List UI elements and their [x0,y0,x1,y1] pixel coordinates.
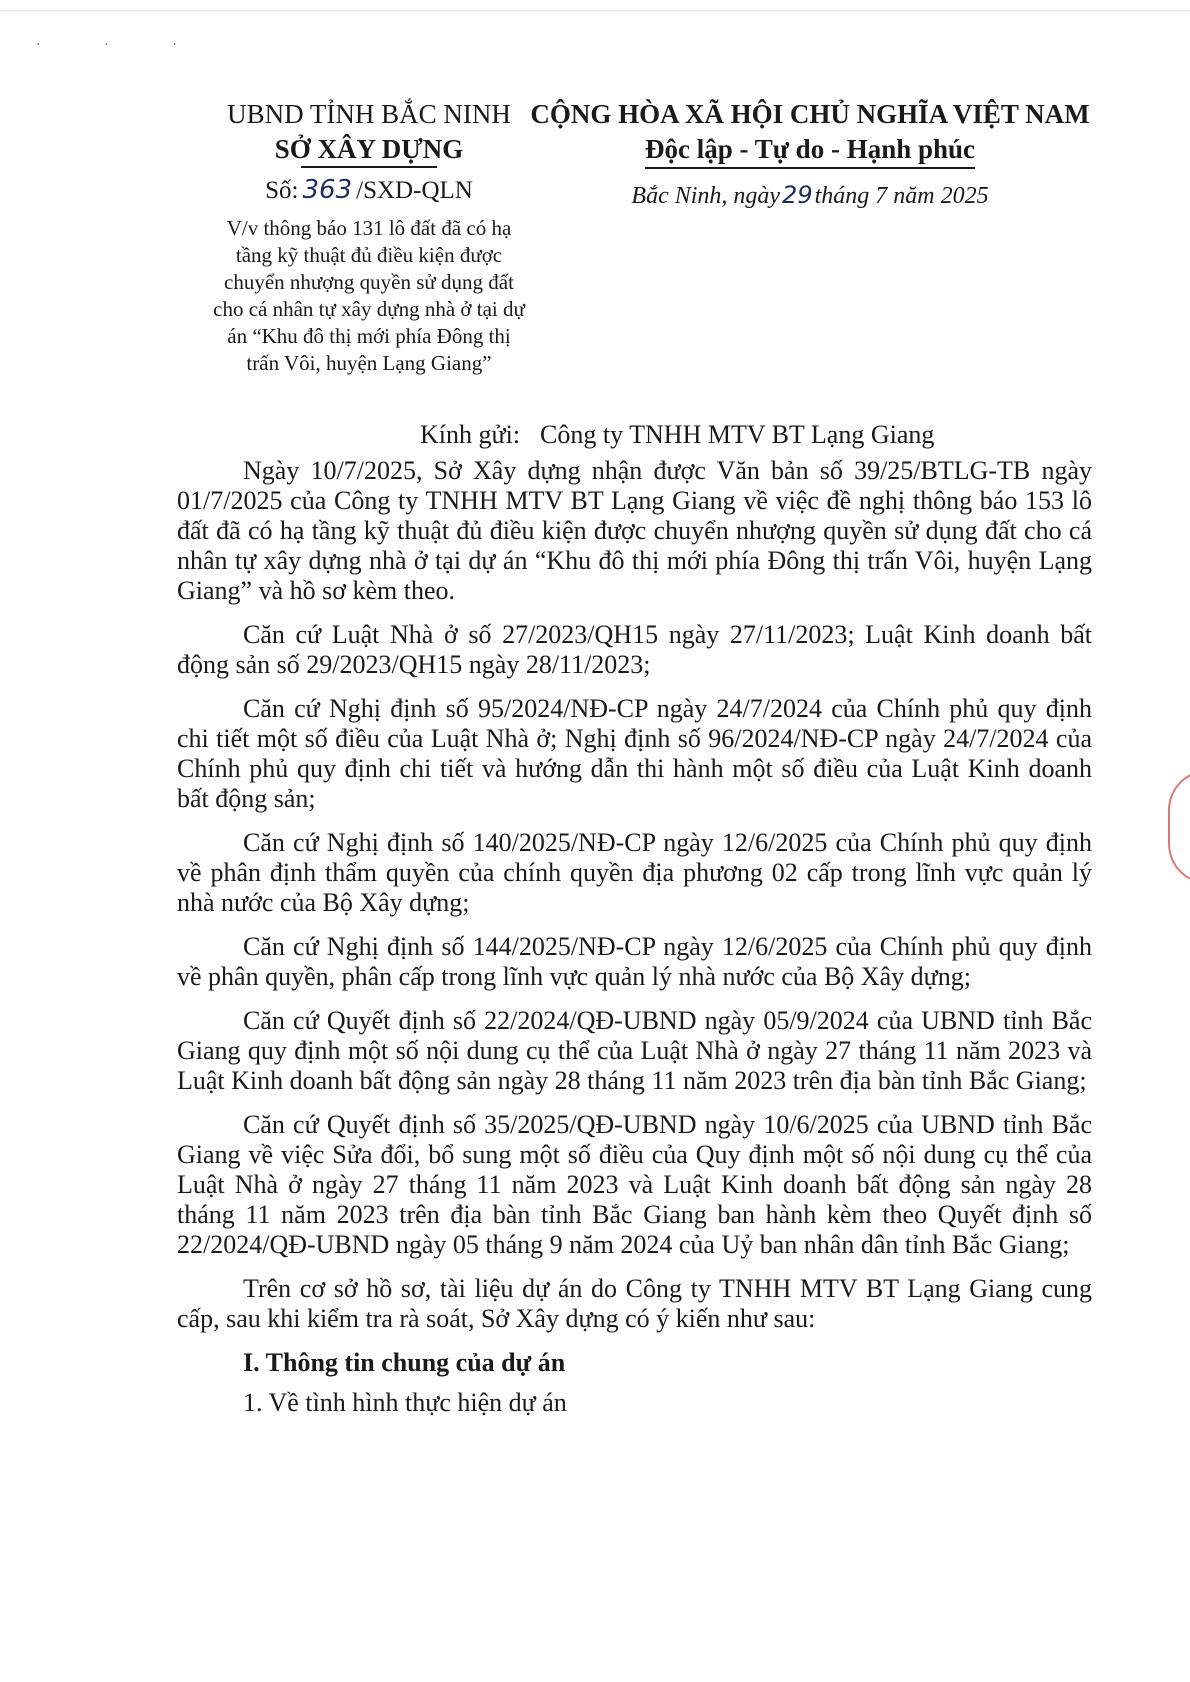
date-prefix: Bắc Ninh, ngày [631,183,781,209]
doc-number-suffix: /SXD-QLN [356,177,473,204]
paragraph-5: Căn cứ Nghị định số 144/2025/NĐ-CP ngày 12/6/2025 của Chính phủ quy định về phân quyền, phân cấp trong lĩnh vực quản lý nhà nước của Bộ Xây dựng; [177,932,1092,991]
date-suffix: tháng 7 năm 2025 [814,183,989,209]
paragraph-6: Căn cứ Quyết định số 22/2024/QĐ-UBND ngày 05/9/2024 của UBND tỉnh Bắc Giang quy định một số nội dung cụ thể của Luật Nhà ở ngày 27 tháng 11 năm 2023 và Luật Kinh doanh bất động sản ngày 28 tháng 11 năm 2023 trên địa bàn tỉnh Bắc Giang; [177,1006,1092,1095]
paragraph-8: Trên cơ sở hồ sơ, tài liệu dự án do Công ty TNHH MTV BT Lạng Giang cung cấp, sau khi kiểm tra rà soát, Sở Xây dựng có ý kiến như sau: [177,1274,1092,1333]
national-block [530,96,1090,216]
paragraph-3: Căn cứ Nghị định số 95/2024/NĐ-CP ngày 24/7/2024 của Chính phủ quy định chi tiết một số điều của Luật Nhà ở; Nghị định số 96/2024/NĐ-CP ngày 24/7/2024 của Chính phủ quy định chi tiết và hướng dẫn thi hành một số điều của Luật Kinh doanh bất động sản; [177,694,1092,813]
issuer-block [196,96,542,377]
document-subject: V/v thông báo 131 lô đất đã có hạ tầng kỹ thuật đủ điều kiện được chuyển nhượng quyền sử dụng đất cho cá nhân tự xây dựng nhà ở tại dự án “Khu đô thị mới phía Đông thị trấn Vôi, huyện Lạng Giang” [213,216,525,375]
document-body [177,456,1092,1418]
paragraph-2: Căn cứ Luật Nhà ở số 27/2023/QH15 ngày 27/11/2023; Luật Kinh doanh bất động sản số 29/2023/QH15 ngày 28/11/2023; [177,620,1092,679]
scan-edge-line [0,10,1190,11]
subsection-heading: 1. Về tình hình thực hiện dự án [243,1388,567,1417]
red-seal-edge [1168,770,1190,884]
scan-specks: · · · [36,38,207,53]
recipient-line [420,420,934,450]
paragraph-1: Ngày 10/7/2025, Sở Xây dựng nhận được Văn bản số 39/25/BTLG-TB ngày 01/7/2025 của Công ty TNHH MTV BT Lạng Giang về việc đề nghị thông báo 153 lô đất đã có hạ tầng kỹ thuật đủ điều kiện được chuyển nhượng quyền sử dụng đất cho cá nhân tự xây dựng nhà ở tại dự án “Khu đô thị mới phía Đông thị trấn Vôi, huyện Lạng Giang” và hồ sơ kèm theo. [177,456,1092,605]
doc-number-prefix: Số: [265,177,299,204]
issuing-department: SỞ XÂY DỰNG [274,134,464,164]
national-motto: Độc lập - Tự do - Hạnh phúc [645,132,975,169]
national-title: CỘNG HÒA XÃ HỘI CHỦ NGHĨA VIỆT NAM [530,99,1090,129]
doc-number-handwritten: 363 [302,175,353,205]
paragraph-7: Căn cứ Quyết định số 35/2025/QĐ-UBND ngày 10/6/2025 của UBND tỉnh Bắc Giang về việc Sửa đổi, bổ sung một số điều của Quy định một số nội dung cụ thể của Luật Nhà ở ngày 27 tháng 11 năm 2023 và Luật Kinh doanh bất động sản ngày 28 tháng 11 năm 2023 trên địa bàn tỉnh Bắc Giang ban hành kèm theo Quyết định số 22/2024/QĐ-UBND ngày 05 tháng 9 năm 2024 của Uỷ ban nhân dân tỉnh Bắc Giang; [177,1110,1092,1259]
document-number [196,170,542,211]
issuing-authority: UBND TỈNH BẮC NINH [227,99,511,129]
recipient-name: Công ty TNHH MTV BT Lạng Giang [540,420,935,449]
paragraph-4: Căn cứ Nghị định số 140/2025/NĐ-CP ngày 12/6/2025 của Chính phủ quy định về phân định thẩm quyền của chính quyền địa phương 02 cấp trong lĩnh vực quản lý nhà nước của Bộ Xây dựng; [177,828,1092,917]
section-heading: I. Thông tin chung của dự án [243,1348,566,1377]
recipient-label: Kính gửi: [420,420,521,449]
date-day-handwritten: 29 [782,181,813,209]
document-header [0,96,1190,396]
place-and-date [530,175,1090,216]
